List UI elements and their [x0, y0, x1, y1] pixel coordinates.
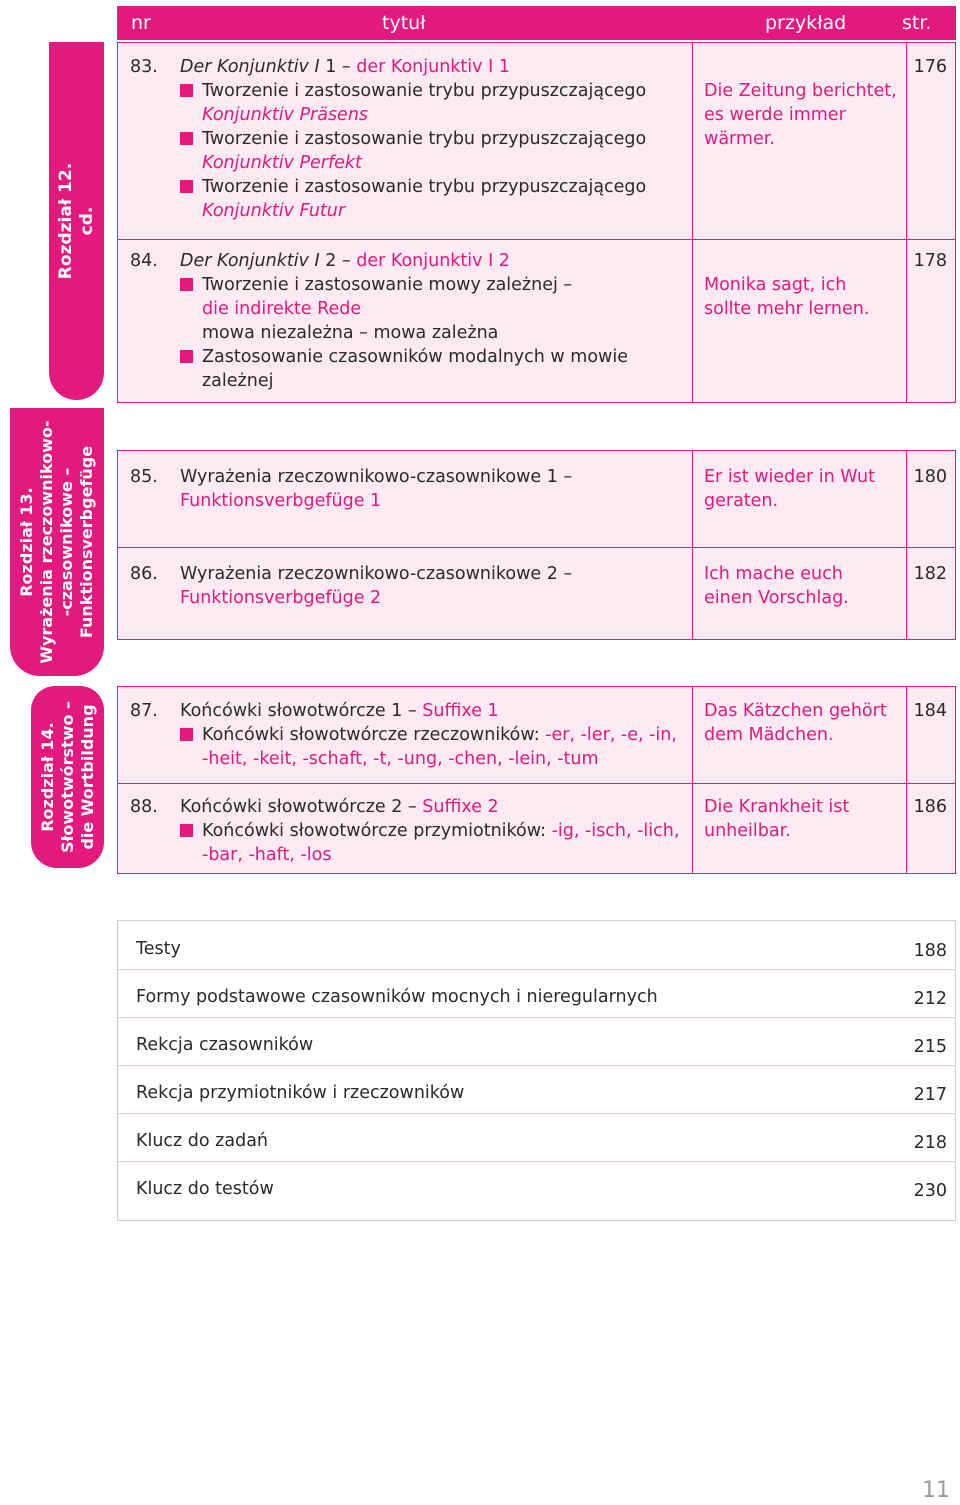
- appendix-title: Rekcja czasowników: [136, 1035, 314, 1055]
- appendix-page: 188: [913, 941, 947, 961]
- bullet-icon: [180, 728, 193, 741]
- row-84-number: 84.: [130, 251, 158, 271]
- row-86-number: 86.: [130, 564, 158, 584]
- chapter-14-line2: Słowotwórstwo –: [57, 700, 77, 854]
- chapter-14-heading: Rozdział 14.: [37, 722, 57, 832]
- row-86-page: 182: [913, 564, 947, 584]
- chapter-14-table: [117, 686, 956, 874]
- row-88-number: 88.: [130, 797, 158, 817]
- row-84-title: Der Konjunktiv I 2 – der Konjunktiv I 2 Tworzenie i zastosowanie mowy zależnej – die indirekte Rede mowa niezależna – mowa zależna Zastosowanie czasowników modalnych w mowie zależnej: [180, 251, 628, 391]
- appendix-table: [117, 920, 956, 1221]
- chapter-13-heading: Rozdział 13.: [17, 487, 36, 597]
- chapter-12-subheading: cd.: [76, 206, 97, 236]
- appendix-row: [118, 1065, 955, 1114]
- appendix-row: [118, 1113, 955, 1162]
- header-page: str.: [902, 12, 932, 34]
- row-83-title: Der Konjunktiv I 1 – der Konjunktiv I 1 Tworzenie i zastosowanie trybu przypuszczającego Konjunktiv Präsens Tworzenie i zastosowanie trybu przypuszczającego Konjunktiv Perfekt Tworzenie i zastosowanie trybu przypuszczającego Konjunktiv Futur: [180, 57, 647, 221]
- chapter-12-tab: [49, 42, 104, 400]
- row-85-example: Er ist wieder in Wut geraten.: [704, 467, 875, 511]
- page-number: 11: [922, 1478, 950, 1503]
- row-85-title: Wyrażenia rzeczownikowo-czasownikowe 1 – Funktionsverbgefüge 1: [180, 467, 573, 511]
- appendix-title: Testy: [136, 939, 181, 959]
- chapter-13-line3: -czasownikowe –: [57, 467, 76, 617]
- bullet-icon: [180, 278, 193, 291]
- row-87-title: Końcówki słowotwórcze 1 – Suffixe 1 Końcówki słowotwórcze rzeczowników: -er, -ler, -e, -in, -heit, -keit, -schaft, -t, -ung, -chen, -lein, -tum: [180, 701, 677, 769]
- row-86-example: Ich mache euch einen Vorschlag.: [704, 564, 849, 608]
- appendix-page: 217: [913, 1085, 947, 1105]
- row-83-number: 83.: [130, 57, 158, 77]
- row-86-title: Wyrażenia rzeczownikowo-czasownikowe 2 – Funktionsverbgefüge 2: [180, 564, 573, 608]
- row-87-page: 184: [913, 701, 947, 721]
- appendix-row: [118, 969, 955, 1018]
- row-87-number: 87.: [130, 701, 158, 721]
- row-85-page: 180: [913, 467, 947, 487]
- appendix-row: [118, 1161, 955, 1209]
- chapter-13-line2: Wyrażenia rzeczownikowo-: [37, 420, 56, 664]
- header-title: tytuł: [382, 12, 426, 34]
- row-83-example: Die Zeitung berichtet, es werde immer wärmer.: [704, 81, 897, 149]
- appendix-page: 230: [913, 1181, 947, 1201]
- appendix-title: Klucz do zadań: [136, 1131, 269, 1151]
- appendix-title: Rekcja przymiotników i rzeczowników: [136, 1083, 465, 1103]
- appendix-row: [118, 921, 955, 970]
- bullet-icon: [180, 180, 193, 193]
- row-88-page: 186: [913, 797, 947, 817]
- row-88-title: Końcówki słowotwórcze 2 – Suffixe 2 Końcówki słowotwórcze przymiotników: -ig, -isch, -lich, -bar, -haft, -los: [180, 797, 680, 865]
- bullet-icon: [180, 350, 193, 363]
- bullet-icon: [180, 824, 193, 837]
- bullet-icon: [180, 84, 193, 97]
- chapter-14-line3: die Wortbildung: [77, 704, 97, 850]
- table-header: [117, 6, 956, 40]
- appendix-page: 212: [913, 989, 947, 1009]
- row-84-example: Monika sagt, ich sollte mehr lernen.: [704, 275, 870, 319]
- row-87-example: Das Kätzchen gehört dem Mädchen.: [704, 701, 887, 745]
- row-88-example: Die Krankheit ist unheilbar.: [704, 797, 850, 841]
- chapter-13-tab: [10, 408, 104, 676]
- appendix-page: 218: [913, 1133, 947, 1153]
- chapter-14-tab: [31, 686, 104, 868]
- chapter-12-heading: Rozdział 12.: [55, 162, 76, 280]
- row-83-page: 176: [913, 57, 947, 77]
- appendix-row: [118, 1017, 955, 1066]
- chapter-13-table: [117, 450, 956, 640]
- bullet-icon: [180, 132, 193, 145]
- appendix-title: Klucz do testów: [136, 1179, 274, 1199]
- appendix-page: 215: [913, 1037, 947, 1057]
- row-85-number: 85.: [130, 467, 158, 487]
- row-84-page: 178: [913, 251, 947, 271]
- appendix-title: Formy podstawowe czasowników mocnych i nieregularnych: [136, 987, 658, 1007]
- chapter-12-table: [117, 42, 956, 403]
- chapter-13-line4: Funktionsverbgefüge: [77, 445, 96, 639]
- header-example: przykład: [765, 12, 847, 34]
- header-nr: nr: [131, 12, 151, 34]
